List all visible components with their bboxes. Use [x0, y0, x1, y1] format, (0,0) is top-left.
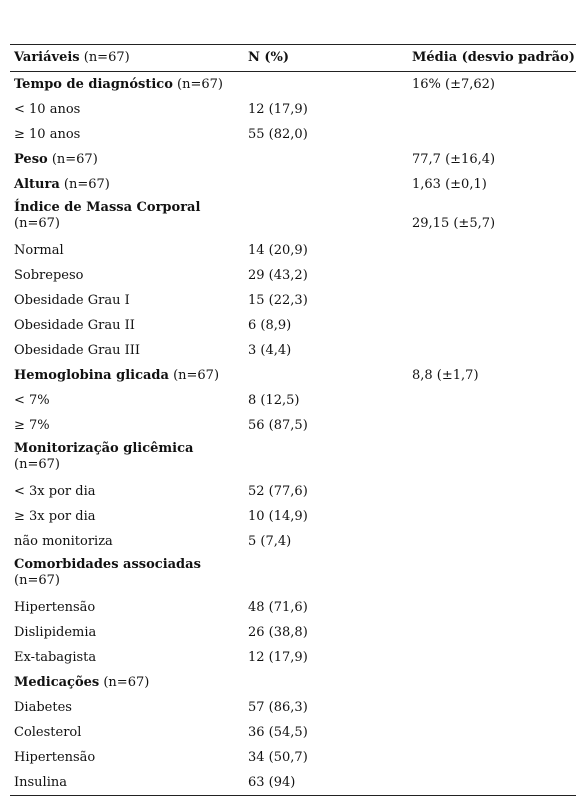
variable-detail: Hipertensão [14, 599, 96, 615]
variable-cell [10, 418, 248, 434]
variable-cell [10, 318, 248, 334]
mean-sd-cell: 77,7 (±16,4) [412, 151, 496, 167]
variable-detail: Sobrepeso [14, 267, 84, 283]
variable-detail: (n=67) [59, 176, 110, 192]
mean-sd-cell: 16% (±7,62) [412, 76, 496, 92]
variable-detail: Hipertensão [14, 749, 96, 765]
n-percent-cell: 26 (38,8) [248, 624, 308, 640]
variable-cell [10, 293, 248, 309]
variable-detail: (n=67) [14, 216, 60, 231]
table-row [10, 197, 576, 238]
table-row [10, 413, 576, 438]
n-percent-cell: 63 (94) [248, 774, 296, 790]
n-percent-cell: 56 (87,5) [248, 417, 308, 433]
n-percent-cell [248, 441, 412, 457]
variable-name: Altura [14, 176, 60, 192]
table-header-row [10, 45, 576, 71]
variable-detail: Obesidade Grau II [14, 317, 135, 333]
variable-cell [10, 393, 248, 409]
variable-detail: (n=67) [99, 674, 150, 690]
table-body [10, 72, 576, 795]
variable-detail: (n=67) [47, 151, 98, 167]
variable-name: Monitorização glicêmica [14, 441, 194, 456]
mean-sd-cell: 8,8 (±1,7) [412, 367, 479, 383]
header-variables [10, 50, 248, 66]
table-row [10, 147, 576, 172]
table-row [10, 670, 576, 695]
table-row [10, 620, 576, 645]
variable-cell [10, 127, 248, 143]
table-row [10, 745, 576, 770]
variable-cell [10, 557, 248, 589]
variable-detail: não monitoriza [14, 533, 113, 549]
variable-name: Índice de Massa Corporal [14, 200, 201, 215]
n-percent-cell: 36 (54,5) [248, 724, 308, 740]
table-row [10, 338, 576, 363]
variable-detail: < 3x por dia [14, 483, 96, 499]
table-row [10, 263, 576, 288]
n-percent-cell: 52 (77,6) [248, 483, 308, 499]
table-row [10, 720, 576, 745]
variable-detail: Ex-tabagista [14, 649, 97, 665]
table-row [10, 72, 576, 97]
variable-cell [10, 700, 248, 716]
variable-name: Tempo de diagnóstico [14, 76, 173, 92]
variable-cell [10, 102, 248, 118]
n-percent-cell: 8 (12,5) [248, 392, 300, 408]
header-mean-sd: Média (desvio padrão) [412, 50, 575, 65]
table-row [10, 238, 576, 263]
variable-cell [10, 534, 248, 550]
table-row [10, 770, 576, 795]
variable-cell [10, 509, 248, 525]
n-percent-cell: 55 (82,0) [248, 126, 308, 142]
variable-name: Peso [14, 151, 48, 167]
variable-name: Medicações [14, 674, 100, 690]
variable-cell [10, 675, 248, 691]
table-row [10, 122, 576, 147]
table-row [10, 504, 576, 529]
variable-cell [10, 268, 248, 284]
variable-detail: (n=67) [14, 457, 60, 472]
variable-cell [10, 600, 248, 616]
n-percent-cell: 6 (8,9) [248, 317, 292, 333]
table-row [10, 645, 576, 670]
variable-detail: Normal [14, 242, 64, 258]
n-percent-cell: 12 (17,9) [248, 101, 308, 117]
variable-cell [10, 484, 248, 500]
mean-sd-cell [412, 441, 576, 457]
table-row [10, 97, 576, 122]
mean-sd-cell: 1,63 (±0,1) [412, 176, 487, 192]
variable-cell [10, 441, 248, 473]
n-percent-cell: 5 (7,4) [248, 533, 292, 549]
variable-cell [10, 368, 248, 384]
n-percent-cell: 12 (17,9) [248, 649, 308, 665]
variable-detail: < 10 anos [14, 101, 81, 117]
header-variables-bold: Variáveis [14, 50, 80, 65]
n-percent-cell: 14 (20,9) [248, 242, 308, 258]
variable-cell [10, 152, 248, 168]
table-row [10, 438, 576, 479]
table-row [10, 554, 576, 595]
n-percent-cell: 34 (50,7) [248, 749, 308, 765]
n-percent-cell: 10 (14,9) [248, 508, 308, 524]
mean-sd-cell [412, 557, 576, 573]
variable-name: Comorbidades associadas [14, 557, 201, 572]
n-percent-cell [248, 557, 412, 573]
header-variables-n: (n=67) [79, 50, 130, 65]
data-table [10, 44, 576, 796]
variable-detail: Diabetes [14, 699, 72, 715]
variable-cell [10, 77, 248, 93]
variable-detail: Colesterol [14, 724, 82, 740]
table-row [10, 479, 576, 504]
variable-detail: Dislipidemia [14, 624, 97, 640]
variable-detail: ≥ 3x por dia [14, 508, 96, 524]
table-row [10, 313, 576, 338]
variable-cell [10, 625, 248, 641]
table-row [10, 363, 576, 388]
variable-cell [10, 650, 248, 666]
variable-detail: Obesidade Grau III [14, 342, 140, 358]
mean-sd-cell: 29,15 (±5,7) [412, 216, 496, 231]
variable-detail: ≥ 10 anos [14, 126, 81, 142]
variable-cell [10, 343, 248, 359]
table-row [10, 288, 576, 313]
n-percent-cell [248, 200, 412, 216]
header-n-percent: N (%) [248, 50, 290, 65]
variable-cell [10, 775, 248, 791]
table-row [10, 595, 576, 620]
variable-cell [10, 177, 248, 193]
table-row [10, 695, 576, 720]
variable-detail: (n=67) [172, 76, 223, 92]
variable-detail: < 7% [14, 392, 50, 408]
variable-name: Hemoglobina glicada [14, 367, 169, 383]
n-percent-cell: 48 (71,6) [248, 599, 308, 615]
variable-detail: ≥ 7% [14, 417, 50, 433]
variable-cell [10, 725, 248, 741]
n-percent-cell: 29 (43,2) [248, 267, 308, 283]
variable-detail: (n=67) [14, 573, 60, 588]
table-row [10, 172, 576, 197]
table-row [10, 388, 576, 413]
n-percent-cell: 3 (4,4) [248, 342, 292, 358]
table-bottom-rule [10, 795, 576, 796]
variable-detail: Obesidade Grau I [14, 292, 130, 308]
variable-detail: Insulina [14, 774, 67, 790]
variable-cell [10, 750, 248, 766]
variable-cell [10, 243, 248, 259]
variable-cell [10, 200, 248, 232]
n-percent-cell: 15 (22,3) [248, 292, 308, 308]
table-row [10, 529, 576, 554]
n-percent-cell: 57 (86,3) [248, 699, 308, 715]
variable-detail: (n=67) [168, 367, 220, 383]
